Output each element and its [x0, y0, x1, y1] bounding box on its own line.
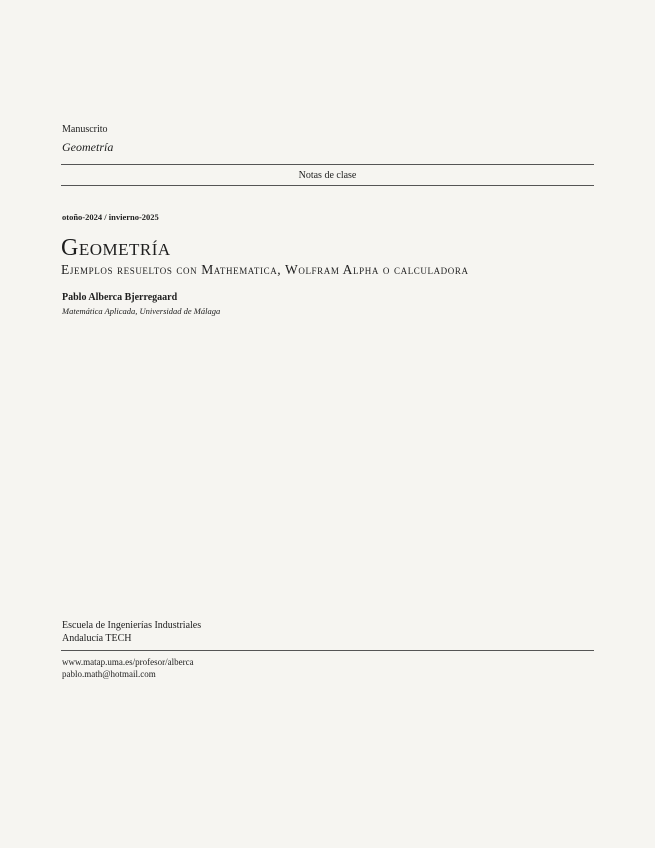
course-subject: Geometría — [62, 140, 114, 154]
document-title: Geometría — [61, 235, 171, 261]
email-link[interactable]: pablo.math@hotmail.com — [62, 669, 156, 679]
website-link[interactable]: www.matap.uma.es/profesor/alberca — [62, 657, 194, 667]
footer-rule — [61, 650, 594, 651]
academic-term: otoño-2024 / invierno-2025 — [62, 212, 159, 222]
author-name: Pablo Alberca Bjerregaard — [62, 292, 178, 303]
header-top-rule — [61, 164, 594, 165]
author-affiliation: Matemática Aplicada, Universidad de Málaga — [62, 306, 221, 316]
campus-name: Andalucía TECH — [62, 633, 132, 644]
document-kind: Manuscrito — [62, 124, 108, 135]
document-subtitle: Ejemplos resueltos con Mathematica, Wolfram Alpha o calculadora — [61, 262, 469, 277]
school-name: Escuela de Ingenierías Industriales — [62, 620, 202, 631]
notes-label: Notas de clase — [298, 170, 357, 181]
header-bottom-rule — [61, 185, 594, 186]
